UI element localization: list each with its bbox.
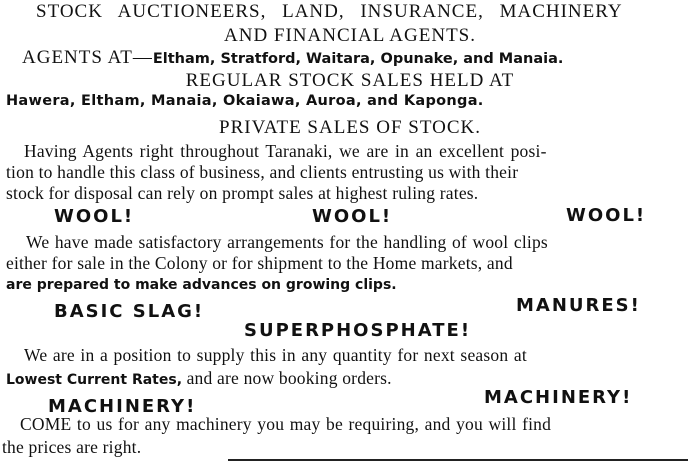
agents-line <box>22 48 700 67</box>
paragraph-3-text-1: We are in a position to supply this in any quantity for next season at <box>24 345 527 365</box>
superphosphate-heading: SUPERPHOSPHATE! <box>244 320 472 341</box>
basic-slag-heading: BASIC SLAG! <box>54 301 205 322</box>
wool-heading-3: WOOL! <box>566 205 647 226</box>
private-sales-text: PRIVATE SALES OF STOCK. <box>219 117 481 138</box>
paragraph-4-line-2 <box>2 439 700 457</box>
agents-prefix: AGENTS AT— <box>22 47 153 68</box>
bottom-rule <box>228 459 688 461</box>
paragraph-4-line-1 <box>20 416 700 434</box>
financial-agents-text: AND FINANCIAL AGENTS. <box>224 25 476 46</box>
paragraph-2-text-1: We have made satisfactory arrangements for the handling of wool clips <box>26 232 548 252</box>
regular-sales-line <box>0 71 700 90</box>
machinery-heading-1: MACHINERY! <box>48 396 197 417</box>
lowest-current-rates: Lowest Current Rates, <box>6 372 183 388</box>
paragraph-3-line-1 <box>24 347 700 365</box>
paragraph-3-line-2 <box>6 370 700 388</box>
private-sales-line <box>0 118 700 137</box>
paragraph-1-text-3: stock for disposal can rely on prompt sales at highest ruling rates. <box>6 183 479 203</box>
heading-line-1-text: STOCK AUCTIONEERS, LAND, INSURANCE, MACHINERY <box>36 1 623 22</box>
regular-sales-text: REGULAR STOCK SALES HELD AT <box>185 70 515 91</box>
paragraph-2-line-3 <box>6 278 700 292</box>
paragraph-2-line-2 <box>6 255 700 273</box>
manures-heading: MANURES! <box>516 295 641 316</box>
paragraph-2-text-3: are prepared to make advances on growing clips. <box>6 277 397 293</box>
paragraph-1-text-2: tion to handle this class of business, and clients entrusting us with their <box>6 162 519 182</box>
agents-places: Eltham, Stratford, Waitara, Opunake, and Manaia. <box>152 51 564 67</box>
heading-line-2 <box>0 26 700 45</box>
paragraph-2-text-2: either for sale in the Colony or for shipment to the Home markets, and <box>6 253 513 273</box>
heading-line-1 <box>0 2 700 21</box>
paragraph-4-text-1: COME to us for any machinery you may be requiring, and you will find <box>20 414 552 434</box>
sale-places-text: Hawera, Eltham, Manaia, Okaiawa, Auroa, and Kaponga. <box>6 93 484 109</box>
wool-heading-2: WOOL! <box>312 206 393 227</box>
paragraph-2-line-1 <box>26 234 700 252</box>
paragraph-1-line-3 <box>6 185 700 203</box>
paragraph-1-text-1: Having Agents right throughout Taranaki, we are in an excellent posi- <box>24 141 547 161</box>
machinery-heading-2: MACHINERY! <box>484 387 633 408</box>
booking-orders-text: and are now booking orders. <box>182 368 392 388</box>
sale-places-line <box>6 94 700 109</box>
paragraph-1-line-1 <box>24 143 700 161</box>
wool-heading-1: WOOL! <box>54 206 135 227</box>
paragraph-4-text-2: the prices are right. <box>2 437 142 457</box>
paragraph-1-line-2 <box>6 164 700 182</box>
